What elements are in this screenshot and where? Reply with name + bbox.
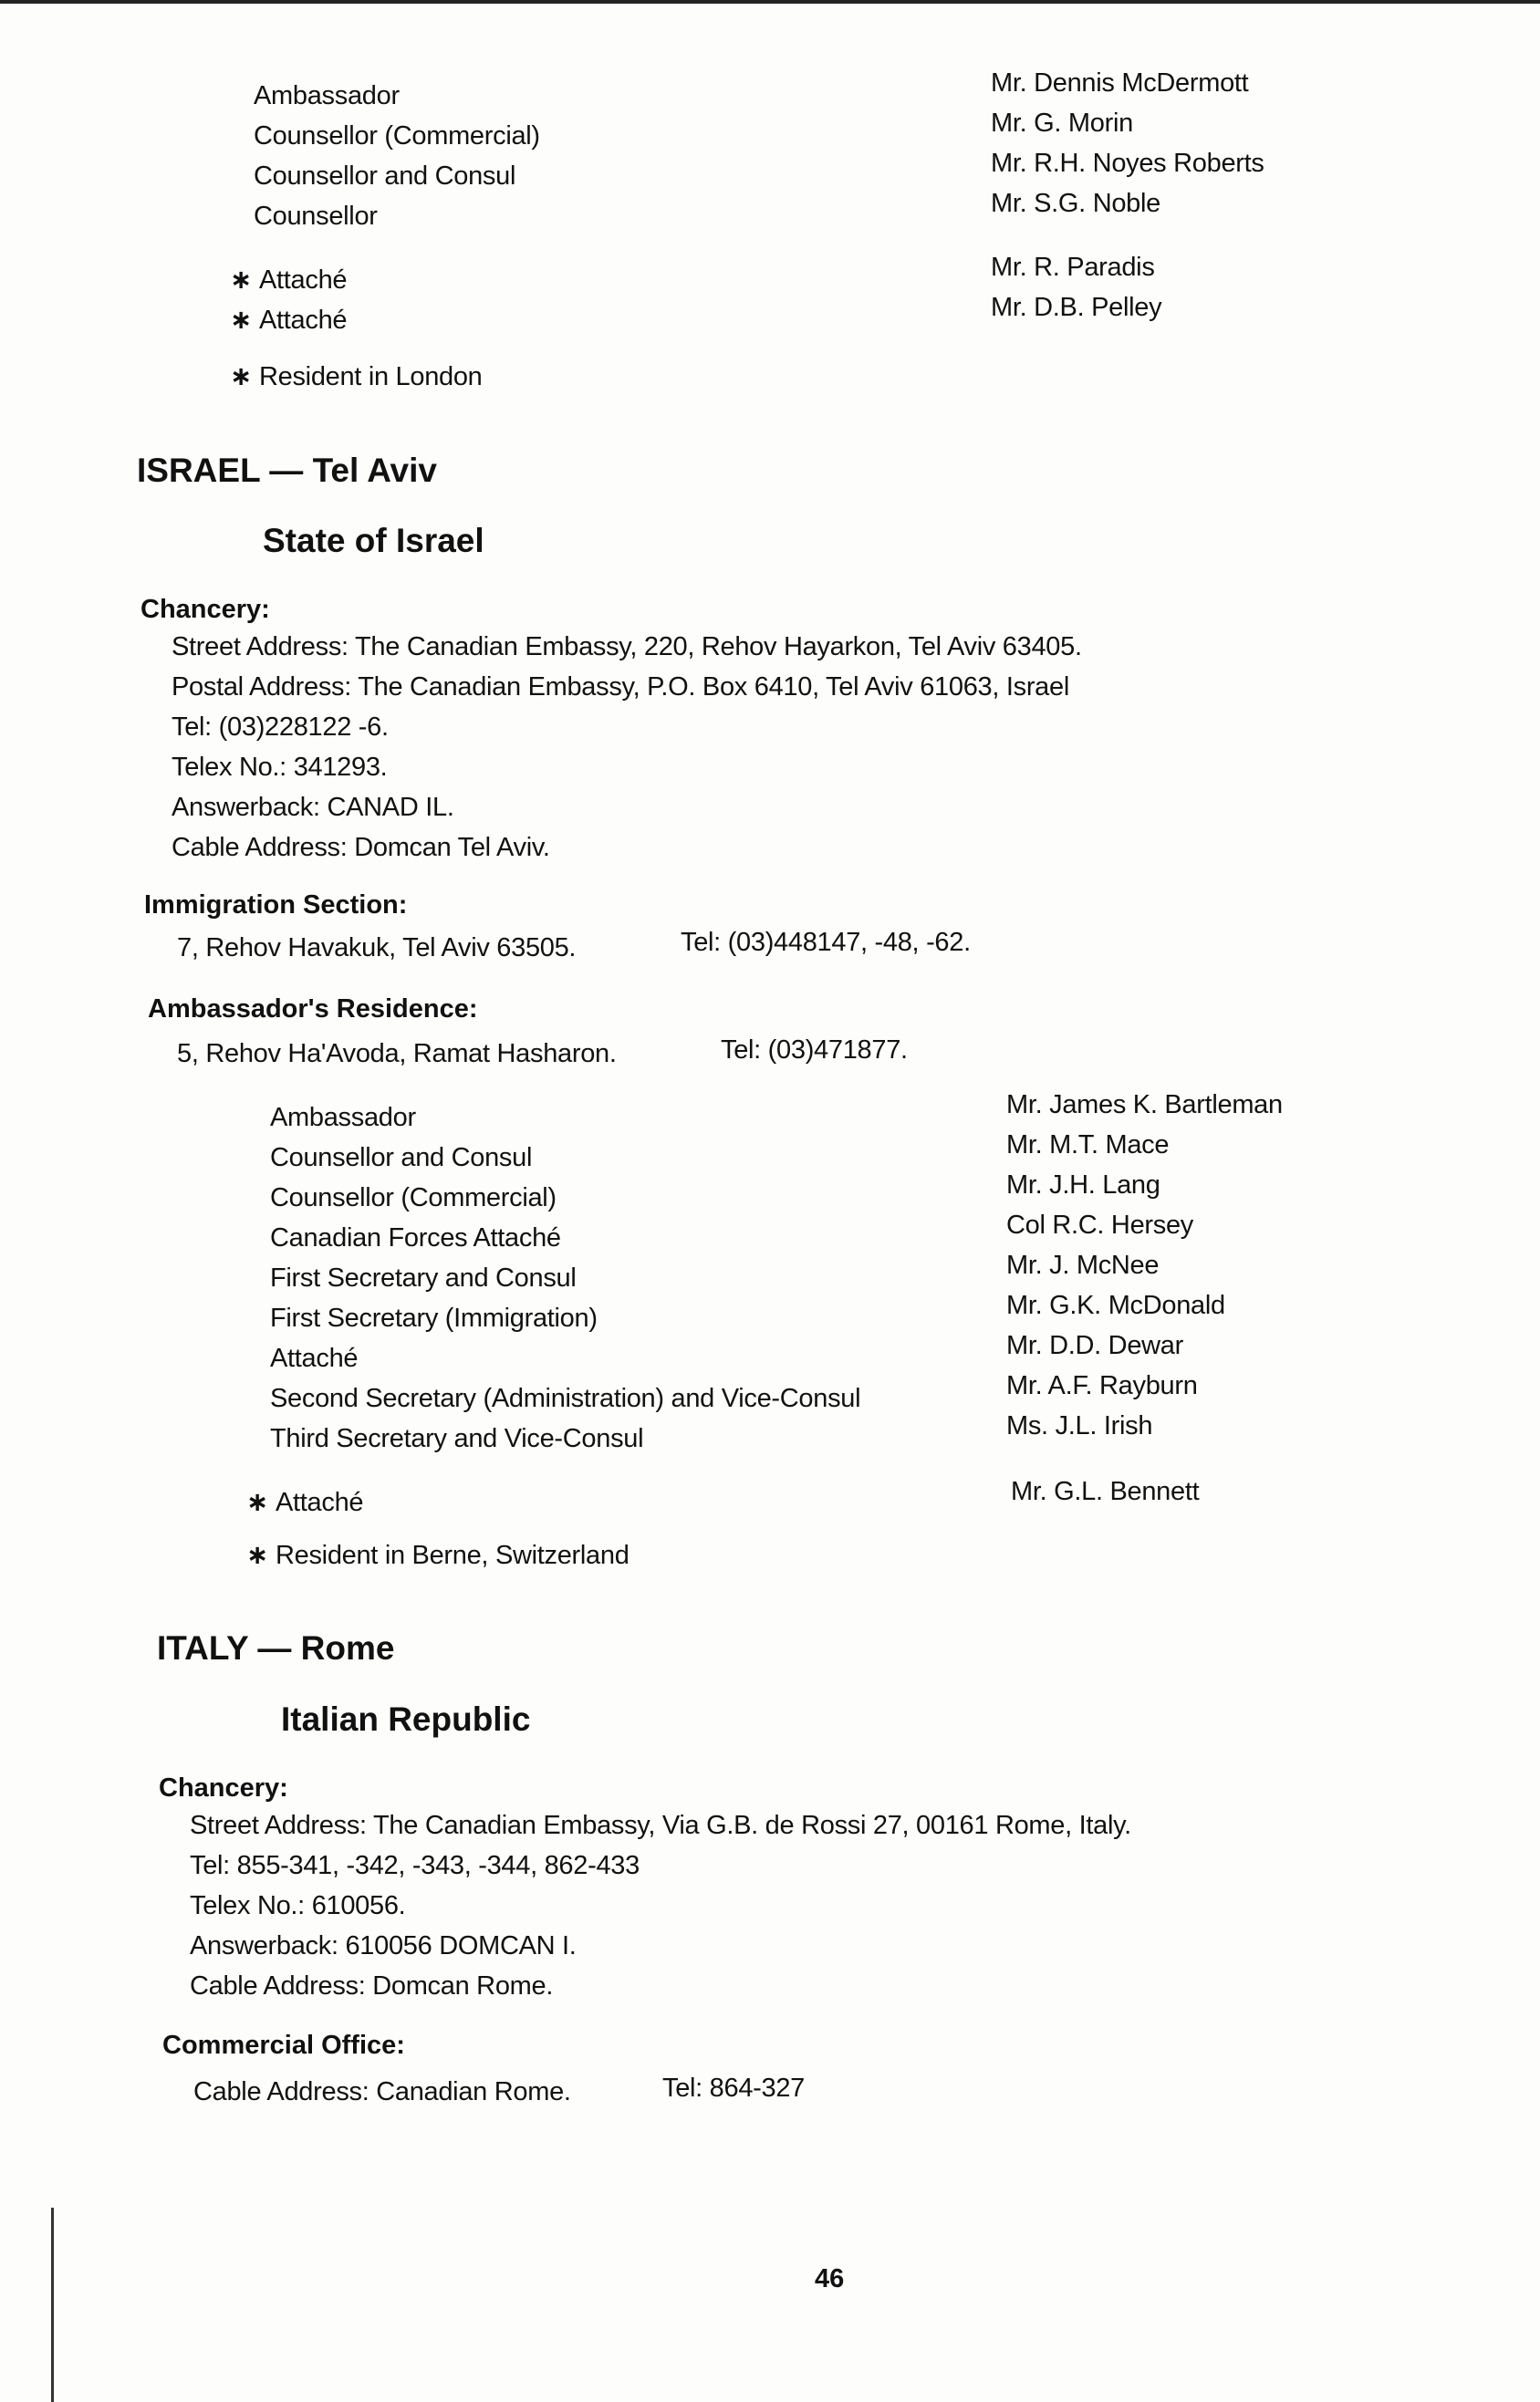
footnote: ∗ Resident in Berne, Switzerland	[246, 1540, 630, 1571]
position: Counsellor	[254, 202, 378, 231]
starred-position: ∗ Attaché	[230, 265, 347, 305]
detail-line: Street Address: The Canadian Embassy, 220, Rehov Hayarkon, Tel Aviv 63405.	[172, 632, 1082, 661]
position: Counsellor and Consul	[270, 1143, 533, 1172]
israel-positions	[270, 1102, 860, 1463]
section-label: Commercial Office:	[162, 2031, 405, 2060]
position: First Secretary (Immigration)	[270, 1304, 598, 1333]
residence-address: 5, Rehov Ha'Avoda, Ramat Hasharon.	[177, 1039, 617, 1068]
detail-line: Cable Address: Domcan Rome.	[190, 1971, 554, 2001]
name: Mr. M.T. Mace	[1006, 1130, 1170, 1159]
top-positions	[254, 80, 540, 241]
country-heading: ISRAEL — Tel Aviv	[137, 452, 437, 489]
residence-tel: Tel: (03)471877.	[721, 1035, 908, 1065]
detail-line: Telex No.: 610056.	[190, 1891, 406, 1920]
commercial-cable: Cable Address: Canadian Rome.	[193, 2077, 571, 2106]
name: Mr. G.K. McDonald	[1006, 1291, 1225, 1320]
name: Mr. D.D. Dewar	[1006, 1331, 1183, 1360]
position: Ambassador	[254, 81, 400, 110]
section-label: Chancery:	[140, 595, 270, 624]
name: Mr. J. McNee	[1006, 1251, 1160, 1280]
footnote: ∗ Resident in London	[230, 361, 483, 392]
position: Ambassador	[270, 1103, 416, 1132]
name: Mr. J.H. Lang	[1006, 1170, 1160, 1200]
position: First Secretary and Consul	[270, 1263, 577, 1293]
position: Counsellor (Commercial)	[270, 1183, 557, 1212]
page-number: 46	[815, 2264, 845, 2293]
detail-line: Cable Address: Domcan Tel Aviv.	[172, 833, 550, 862]
country-subtitle: State of Israel	[263, 522, 484, 559]
name: Mr. A.F. Rayburn	[1006, 1371, 1198, 1400]
name: Mr. James K. Bartleman	[1006, 1090, 1283, 1119]
chancery-details	[190, 1810, 1131, 2011]
position: Attaché	[270, 1344, 359, 1373]
name: Mr. D.B. Pelley	[991, 293, 1162, 322]
name: Mr. R. Paradis	[991, 253, 1155, 282]
detail-line: Answerback: CANAD IL.	[172, 793, 454, 822]
israel-names	[1006, 1089, 1283, 1451]
position: Counsellor (Commercial)	[254, 121, 540, 151]
name: Mr. S.G. Noble	[991, 189, 1160, 218]
name: Mr. Dennis McDermott	[991, 68, 1249, 98]
chancery-details	[172, 631, 1082, 872]
section-label: Chancery:	[159, 1773, 288, 1803]
name: Col R.C. Hersey	[1006, 1211, 1193, 1240]
name: Ms. J.L. Irish	[1006, 1411, 1153, 1440]
position: Second Secretary (Administration) and Vice-Consul	[270, 1384, 861, 1413]
commercial-tel: Tel: 864-327	[662, 2074, 806, 2103]
section-label: Immigration Section:	[144, 890, 408, 920]
starred-position: ∗ Attaché	[246, 1487, 363, 1518]
detail-line: Tel: 855-341, -342, -343, -344, 862-433	[190, 1851, 640, 1880]
top-starred-names	[991, 252, 1161, 332]
country-subtitle: Italian Republic	[281, 1700, 531, 1738]
immigration-tel: Tel: (03)448147, -48, -62.	[681, 928, 971, 957]
detail-line: Street Address: The Canadian Embassy, Via G.B. de Rossi 27, 00161 Rome, Italy.	[190, 1811, 1131, 1840]
top-names	[991, 68, 1264, 228]
detail-line: Tel: (03)228122 -6.	[172, 712, 389, 742]
name: Mr. G.L. Bennett	[1011, 1477, 1200, 1506]
name: Mr. R.H. Noyes Roberts	[991, 149, 1264, 178]
name: Mr. G. Morin	[991, 109, 1133, 138]
position: Counsellor and Consul	[254, 161, 516, 191]
position: Canadian Forces Attaché	[270, 1223, 561, 1253]
country-heading: ITALY — Rome	[157, 1629, 395, 1667]
immigration-address: 7, Rehov Havakuk, Tel Aviv 63505.	[177, 933, 577, 962]
detail-line: Answerback: 610056 DOMCAN I.	[190, 1931, 577, 1960]
detail-line: Telex No.: 341293.	[172, 753, 388, 782]
section-label: Ambassador's Residence:	[148, 994, 478, 1024]
top-starred-positions	[230, 265, 347, 345]
starred-position: ∗ Attaché	[230, 305, 347, 345]
position: Third Secretary and Vice-Consul	[270, 1424, 644, 1453]
detail-line: Postal Address: The Canadian Embassy, P.O. Box 6410, Tel Aviv 61063, Israel	[172, 672, 1069, 702]
